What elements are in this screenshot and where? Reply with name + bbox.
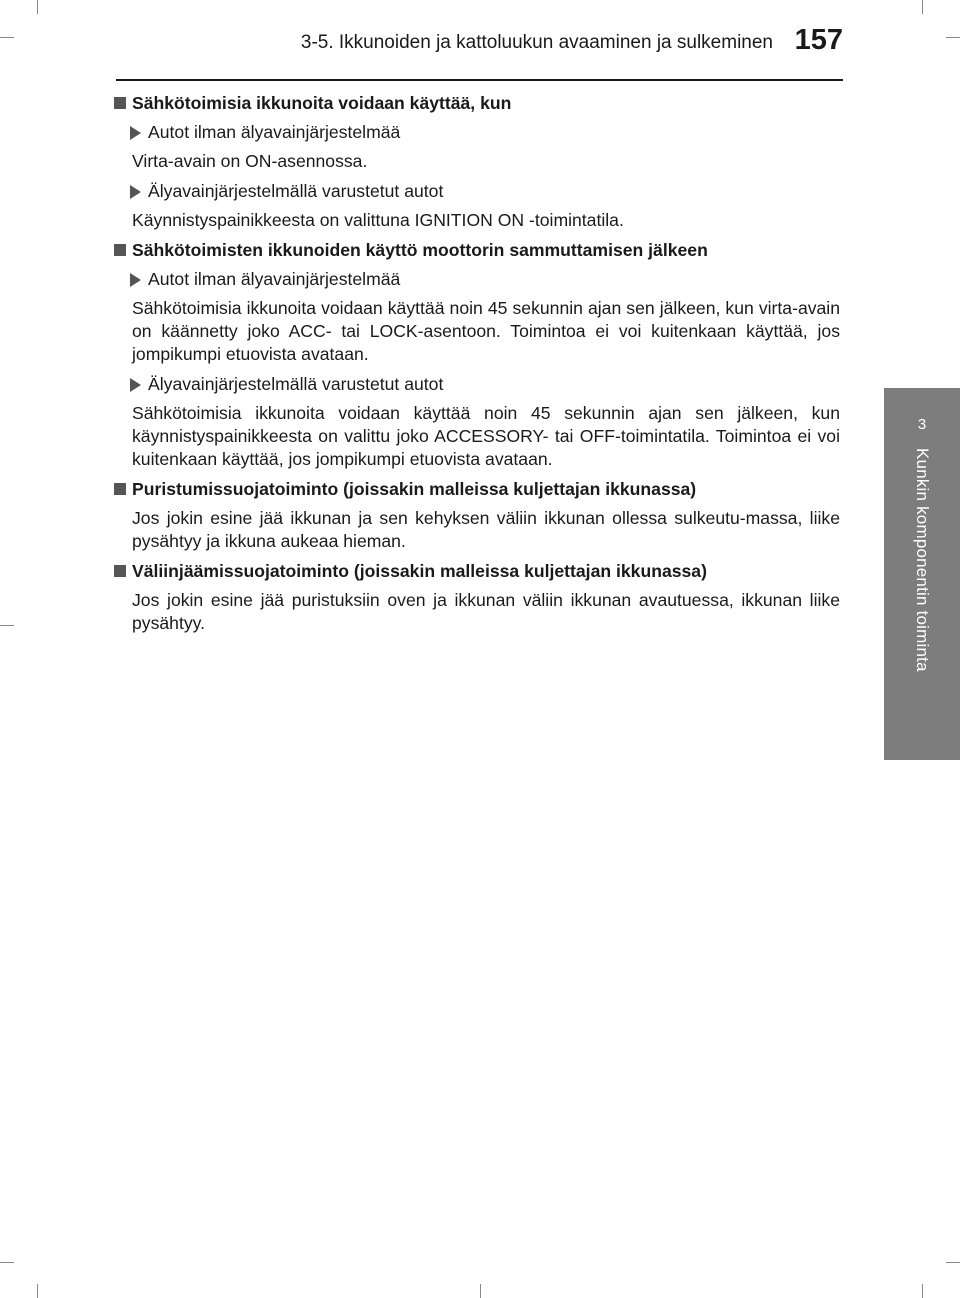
- crop-mark: [480, 1284, 481, 1298]
- triangle-bullet-icon: [130, 273, 141, 287]
- paragraph: Sähkötoimisia ikkunoita voidaan käyttää noin 45 sekunnin ajan sen jälkeen, kun virta-avain on käännetty joko ACC- tai LOCK-asentoon. Toimintoa ei voi kuitenkaan käyttää, jos jompikumpi etuovista avataan.: [132, 298, 840, 364]
- square-bullet-icon: [114, 483, 126, 495]
- triangle-bullet-icon: [130, 185, 141, 199]
- paragraph: Sähkötoimisia ikkunoita voidaan käyttää noin 45 sekunnin ajan sen jälkeen, kun käynnistyspainikkeesta on valittu joko ACCESSORY- tai OFF-toimintatila. Toimintoa ei voi kuitenkaan käyttää, jos jompikumpi etuovista avataan.: [132, 403, 840, 469]
- crop-mark: [0, 37, 14, 38]
- sub-heading: Autot ilman älyavainjärjestelmää: [114, 268, 840, 291]
- paragraph: Jos jokin esine jää puristuksiin oven ja ikkunan väliin ikkunan avautuessa, ikkunan liike pysähtyy.: [132, 590, 840, 633]
- section-heading: Sähkötoimisten ikkunoiden käyttö moottorin sammuttamisen jälkeen: [114, 239, 840, 262]
- crop-mark: [0, 1262, 14, 1263]
- crop-mark: [946, 1262, 960, 1263]
- sub-heading: Älyavainjärjestelmällä varustetut autot: [114, 180, 840, 203]
- crop-mark: [946, 37, 960, 38]
- paragraph: Käynnistyspainikkeesta on valittuna IGNITION ON -toimintatila.: [132, 210, 624, 230]
- chapter-title: Kunkin komponentin toiminta: [913, 448, 932, 672]
- triangle-bullet-icon: [130, 126, 141, 140]
- chapter-number: 3: [917, 416, 927, 433]
- section-heading: Sähkötoimisia ikkunoita voidaan käyttää, kun: [114, 92, 840, 115]
- paragraph: Jos jokin esine jää ikkunan ja sen kehyksen väliin ikkunan ollessa sulkeutu-massa, liike pysähtyy ja ikkuna aukeaa hieman.: [132, 508, 840, 551]
- square-bullet-icon: [114, 565, 126, 577]
- square-bullet-icon: [114, 244, 126, 256]
- section-title: 3-5. Ikkunoiden ja kattoluukun avaaminen ja sulkeminen: [300, 32, 773, 53]
- crop-mark: [0, 625, 14, 626]
- crop-mark: [922, 1284, 923, 1298]
- sub-heading: Autot ilman älyavainjärjestelmää: [114, 121, 840, 144]
- square-bullet-icon: [114, 97, 126, 109]
- page-header: [116, 26, 843, 78]
- chapter-tab: [884, 388, 960, 760]
- header-divider: [116, 79, 843, 81]
- paragraph: Virta-avain on ON-asennossa.: [132, 151, 368, 171]
- page-content: [114, 92, 840, 642]
- crop-mark: [922, 0, 923, 14]
- sub-heading: Älyavainjärjestelmällä varustetut autot: [114, 373, 840, 396]
- crop-mark: [37, 0, 38, 14]
- crop-mark: [37, 1284, 38, 1298]
- section-heading: Puristumissuojatoiminto (joissakin malleissa kuljettajan ikkunassa): [114, 478, 840, 501]
- page-number: 157: [794, 24, 843, 56]
- section-heading: Väliinjäämissuojatoiminto (joissakin malleissa kuljettajan ikkunassa): [114, 560, 840, 583]
- triangle-bullet-icon: [130, 378, 141, 392]
